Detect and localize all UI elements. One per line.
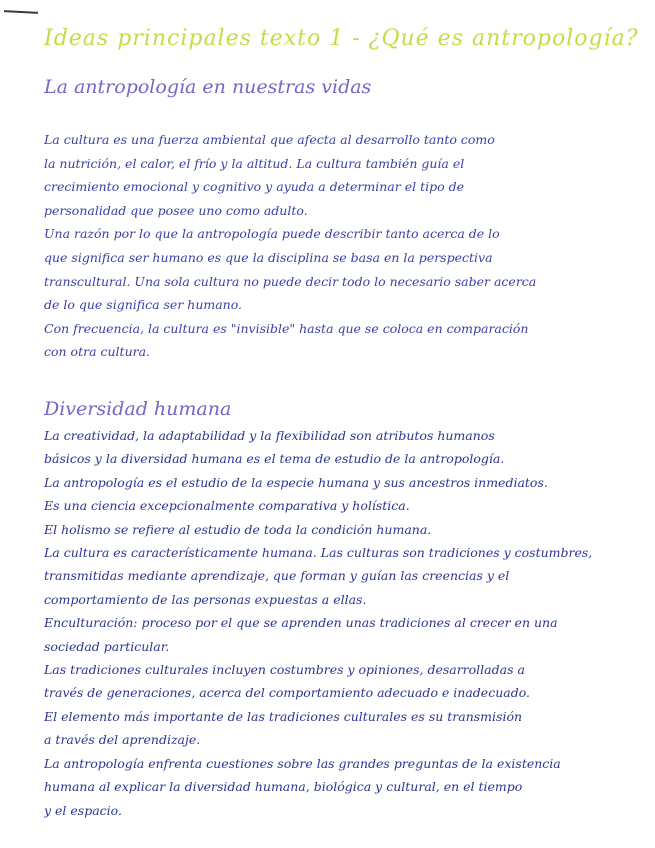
- text-line: La cultura es una fuerza ambiental que afecta al desarrollo tanto como: [44, 132, 495, 147]
- text-line: La antropología enfrenta cuestiones sobre las grandes preguntas de la existencia: [44, 755, 561, 771]
- page-title: Ideas principales texto 1 - ¿Qué es antropología?: [44, 26, 639, 51]
- section-heading-diversidad-humana: Diversidad humana: [44, 398, 232, 420]
- text-line: humana al explicar la diversidad humana, biológica y cultural, en el tiempo: [44, 779, 523, 795]
- text-line: básicos y la diversidad humana es el tema de estudio de la antropología.: [44, 451, 505, 467]
- text-line: Con frecuencia, la cultura es "invisible" hasta que se coloca en comparación: [44, 320, 529, 336]
- text-line: La cultura es característicamente humana. Las culturas son tradiciones y costumbres,: [44, 545, 593, 561]
- text-line: El holismo se refiere al estudio de toda la condición humana.: [44, 521, 432, 537]
- text-line: con otra cultura.: [44, 344, 151, 360]
- text-line: Las tradiciones culturales incluyen costumbres y opiniones, desarrolladas a: [44, 662, 525, 678]
- text-line: Es una ciencia excepcionalmente comparativa y holística.: [44, 498, 410, 514]
- text-line: sociedad particular.: [44, 638, 170, 654]
- text-line: la nutrición, el calor, el frío y la altitud. La cultura también guía el: [44, 155, 465, 171]
- text-line: transmitidas mediante aprendizaje, que forman y guían las creencias y el: [44, 568, 510, 584]
- text-line: La creatividad, la adaptabilidad y la flexibilidad son atributos humanos: [44, 428, 495, 443]
- text-line: personalidad que posee uno como adulto.: [44, 202, 308, 218]
- text-line: El elemento más importante de las tradiciones culturales es su transmisión: [44, 708, 523, 724]
- text-line: La antropología es el estudio de la especie humana y sus ancestros inmediatos.: [44, 474, 548, 490]
- text-line: través de generaciones, acerca del comportamiento adecuado e inadecuado.: [44, 685, 530, 701]
- text-line: transcultural. Una sola cultura no puede decir todo lo necesario saber acerca: [44, 273, 537, 289]
- section-heading-antropologia-vidas: La antropología en nuestras vidas: [44, 76, 372, 98]
- section-paragraph-antropologia-vidas: [44, 128, 619, 364]
- text-line: Una razón por lo que la antropología puede describir tanto acerca de lo: [44, 226, 500, 242]
- section-paragraph-diversidad-humana: [44, 424, 619, 822]
- text-line: y el espacio.: [44, 802, 122, 818]
- text-line: comportamiento de las personas expuestas a ellas.: [44, 591, 367, 607]
- text-line: de lo que significa ser humano.: [44, 297, 243, 313]
- text-line: crecimiento emocional y cognitivo y ayuda a determinar el tipo de: [44, 179, 465, 195]
- corner-pen-mark: [4, 10, 38, 14]
- text-line: a través del aprendizaje.: [44, 732, 201, 748]
- text-line: Enculturación: proceso por el que se aprenden unas tradiciones al crecer en una: [44, 615, 558, 631]
- text-line: que significa ser humano es que la disciplina se basa en la perspectiva: [44, 249, 493, 265]
